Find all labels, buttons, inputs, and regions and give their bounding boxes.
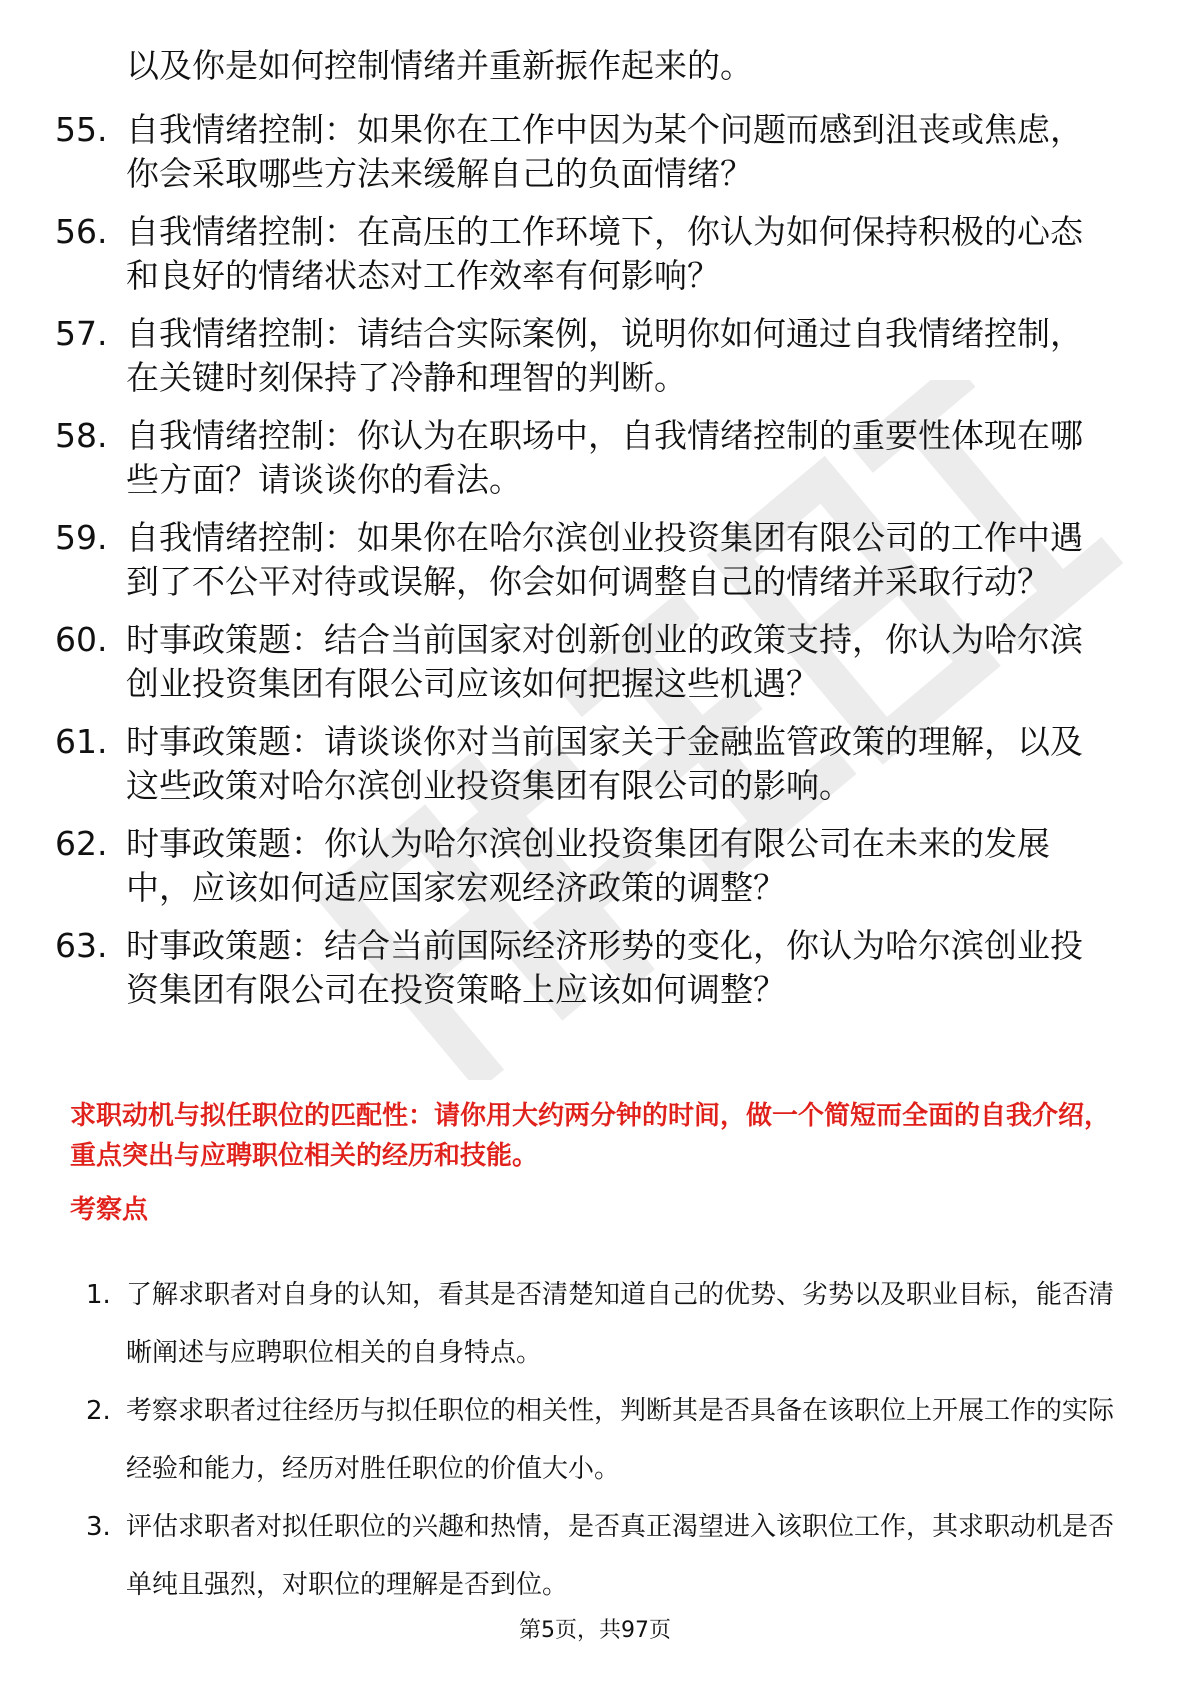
question-text: 自我情绪控制：在高压的工作环境下，你认为如何保持积极的心态和良好的情绪状态对工作效率有何影响？ (126, 212, 1083, 295)
question-number: 56. (55, 212, 108, 251)
question-text: 时事政策题：请谈谈你对当前国家关于金融监管政策的理解，以及这些政策对哈尔滨创业投资集团有限公司的影响。 (126, 722, 1083, 805)
question-number: 61. (55, 722, 108, 761)
point-text: 了解求职者对自身的认知，看其是否清楚知道自己的优势、劣势以及职业目标，能否清晰阐述与应聘职位相关的自身特点。 (126, 1280, 1115, 1368)
question-item-57 (55, 312, 1115, 400)
point-number: 1. (86, 1280, 111, 1310)
question-text: 时事政策题：你认为哈尔滨创业投资集团有限公司在未来的发展中，应该如何适应国家宏观经济政策的调整？ (126, 824, 1050, 907)
question-item-62 (55, 822, 1115, 910)
question-text: 自我情绪控制：请结合实际案例，说明你如何通过自我情绪控制，在关键时刻保持了冷静和理智的判断。 (126, 314, 1083, 397)
question-item-56 (55, 210, 1115, 298)
question-number: 63. (55, 926, 108, 965)
question-number: 60. (55, 620, 108, 659)
assessment-point-2 (86, 1382, 1126, 1498)
question-text: 自我情绪控制：如果你在工作中因为某个问题而感到沮丧或焦虑，你会采取哪些方法来缓解自己的负面情绪？ (126, 110, 1083, 193)
assessment-point-1 (86, 1266, 1126, 1382)
question-number: 57. (55, 314, 108, 353)
assessment-point-3 (86, 1498, 1126, 1614)
point-text: 考察求职者过往经历与拟任职位的相关性，判断其是否具备在该职位上开展工作的实际经验和能力，经历对胜任职位的价值大小。 (126, 1396, 1115, 1484)
assessment-point-list (86, 1266, 1126, 1614)
question-item-58 (55, 414, 1115, 502)
point-number: 3. (86, 1512, 111, 1542)
point-number: 2. (86, 1396, 111, 1426)
continuation-text: 以及你是如何控制情绪并重新振作起来的。 (126, 46, 753, 85)
question-number: 55. (55, 110, 108, 149)
question-text: 时事政策题：结合当前国际经济形势的变化，你认为哈尔滨创业投资集团有限公司在投资策略上应该如何调整？ (126, 926, 1083, 1009)
question-number: 62. (55, 824, 108, 863)
question-number: 58. (55, 416, 108, 455)
question-text: 时事政策题：结合当前国家对创新创业的政策支持，你认为哈尔滨创业投资集团有限公司应该如何把握这些机遇？ (126, 620, 1083, 703)
page-footer: 第5页，共97页 (519, 1618, 671, 1643)
question-text: 自我情绪控制：你认为在职场中，自我情绪控制的重要性体现在哪些方面？请谈谈你的看法。 (126, 416, 1083, 499)
question-item-61 (55, 720, 1115, 808)
question-item-63 (55, 924, 1115, 1012)
question-item-59 (55, 516, 1115, 604)
question-list (55, 108, 1115, 1026)
point-text: 评估求职者对拟任职位的兴趣和热情，是否真正渴望进入该职位工作，其求职动机是否单纯且强烈，对职位的理解是否到位。 (126, 1512, 1115, 1600)
question-number: 59. (55, 518, 108, 557)
question-item-60 (55, 618, 1115, 706)
section-title: 考察点 (70, 1195, 149, 1225)
question-item-55 (55, 108, 1115, 196)
question-text: 自我情绪控制：如果你在哈尔滨创业投资集团有限公司的工作中遇到了不公平对待或误解，你会如何调整自己的情绪并采取行动？ (126, 518, 1083, 601)
highlight-question: 求职动机与拟任职位的匹配性：请你用大约两分钟的时间，做一个简短而全面的自我介绍，重点突出与应聘职位相关的经历和技能。 (70, 1101, 1111, 1171)
